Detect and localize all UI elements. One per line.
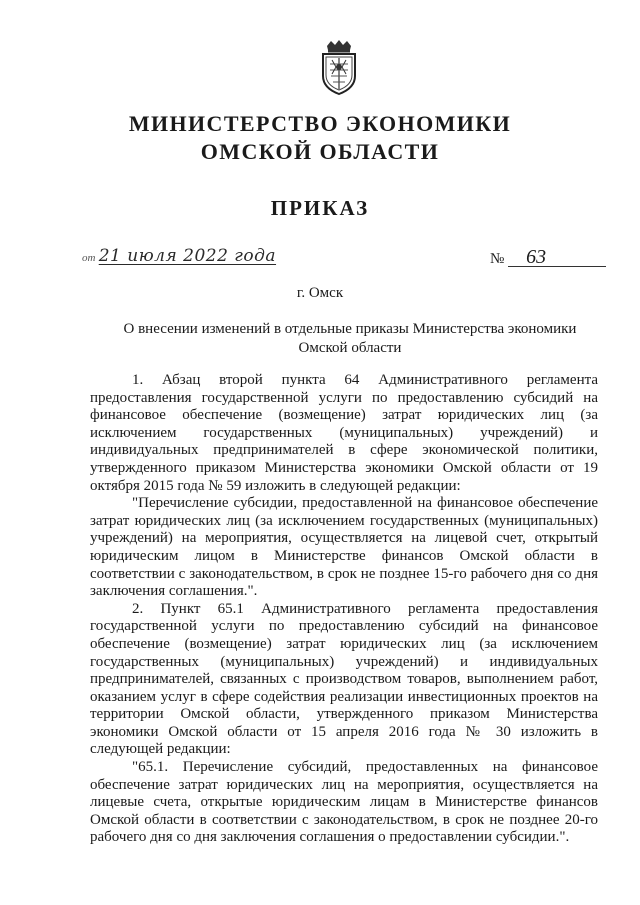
subject-line2: Омской области <box>298 340 402 356</box>
subject-line1: О внесении изменений в отдельные приказы Министерства экономики <box>123 321 577 337</box>
order-body <box>90 372 598 847</box>
paragraph-1: 1. Абзац второй пункта 64 Административного регламента предоставления государственной услуги по предоставлению субсидий на финансовое обеспечение (возмещение) затрат юридических лиц (за исключением государственных (муниципальных) учреждений) и индивидуальных предпринимателей в сфере экономической политики, утвержденного приказом Министерства экономики Омской области от 19 октября 2015 года № 59 изложить в следующей редакции: <box>90 372 598 494</box>
coat-of-arms-icon <box>318 40 360 96</box>
handwritten-date: 21 июля 2022 года <box>98 246 277 266</box>
paragraph-2: "Перечисление субсидии, предоставленной на финансовое обеспечение затрат юридических лиц (за исключением государственных (муниципальных) учреждений) на мероприятия, осуществляется на лицевой счет, открытый юридическим лицом в Министерстве финансов Омской области в соответствии с законодательством, в срок не позднее 15-го рабочего дня со дня заключения соглашения.". <box>90 495 598 600</box>
ministry-name <box>0 110 640 166</box>
number-label: № <box>490 251 505 267</box>
city: г. Омск <box>296 285 344 301</box>
paragraph-3: 2. Пункт 65.1 Административного регламента предоставления государственной услуги по предоставлению субсидий на финансовое обеспечение (возмещение) затрат юридических лиц (за исключением государственных (муниципальных) учреждений) и индивидуальных предпринимателей, связанных с производством товаров, выполнением работ, оказанием услуг в сфере содействия реализации инвестиционных проектов на территории Омской области, утвержденного приказом Министерства экономики Омской области от 15 апреля 2016 года № 30 изложить в следующей редакции: <box>90 600 598 758</box>
ministry-name-line2: ОМСКОЙ ОБЛАСТИ <box>200 139 440 164</box>
handwritten-number: 63 <box>508 248 606 267</box>
document-type-title: ПРИКАЗ <box>270 196 370 220</box>
paragraph-4: "65.1. Перечисление субсидий, предоставленных на финансовое обеспечение затрат юридических лиц на мероприятия, осуществляется на лицевые счета, открытые юридическим лицам в Министерстве финансов Омской области в соответствии с законодательством, в срок не позднее 20-го рабочего дня со дня заключения соглашения о предоставлении субсидии.". <box>90 759 598 846</box>
date-prefix: от <box>82 252 96 264</box>
ministry-name-line1: МИНИСТЕРСТВО ЭКОНОМИКИ <box>128 111 512 136</box>
order-number <box>490 248 606 268</box>
order-subject <box>110 320 590 358</box>
order-date <box>82 246 276 266</box>
